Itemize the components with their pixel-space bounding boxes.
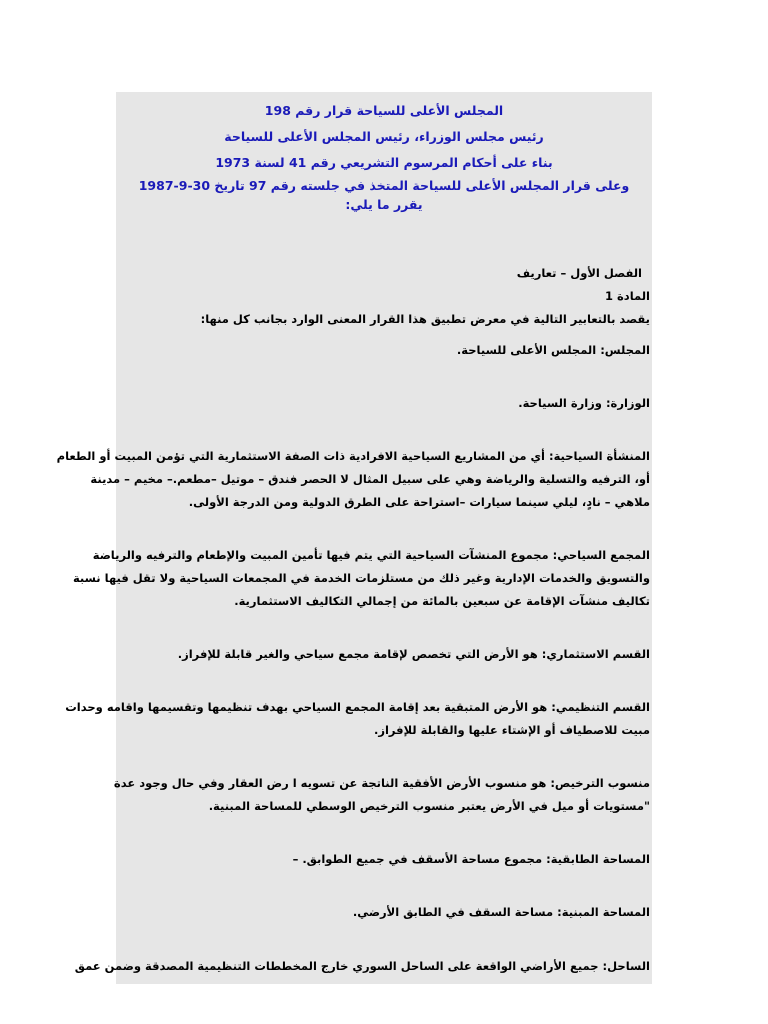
definition-complex-line: والتسويق والخدمات الإدارية وغير ذلك من مستلزمات الخدمة في المجمعات السياحية ولا تقل فيها نسبة <box>72 571 650 585</box>
document-page <box>56 92 652 984</box>
decree-header <box>116 98 652 212</box>
definition-regulatory-section-line: مبيت للاصطياف أو الإشتاء عليها والقابلة للإفراز. <box>373 723 650 737</box>
definition-establishment-line: المنشأة السياحية: أي من المشاريع السياحية الافرادية ذات الصفة الاستثمارية التي تؤمن المبيت أو الطعام <box>56 449 650 463</box>
definition-regulatory-section-line: القسم التنظيمي: هو الأرض المتبقية بعد إقامة المجمع السياحي بهدف تنظيمها وتقسيمها واقامه وحدات <box>65 700 650 714</box>
definition-establishment-line: أو، الترفيه والتسلية والرياضة وهي على سبيل المثال لا الحصر فندق – موتيل –مطعم.– مخيم – مدينة <box>90 472 650 486</box>
definition-ministry: الوزارة: وزارة السياحة. <box>518 396 650 410</box>
definition-coast: الساحل: جميع الأراضي الواقعة على الساحل السوري خارج المخططات التنظيمية المصدقة وضمن عمق <box>74 959 650 973</box>
header-line-decides: يقرر ما يلي: <box>345 197 423 212</box>
header-line-decree-basis: بناء على أحكام المرسوم التشريعي رقم 41 لسنة 1973 <box>215 155 553 170</box>
definition-license-level-line: "مستويات أو ميل في الأرض يعتبر منسوب الترخيص الوسطي للمساحة المبنية. <box>208 799 650 813</box>
header-line-council: المجلس الأعلى للسياحة قرار رقم 198 <box>264 103 504 118</box>
definition-license-level-line: منسوب الترخيص: هو منسوب الأرض الأفقية الناتجة عن تسويه ا رض العقار وفي حال وجود عدة <box>113 776 650 790</box>
document-body <box>56 262 650 978</box>
definition-built-area: المساحة المبنية: مساحة السقف في الطابق الأرضي. <box>352 905 650 919</box>
definition-floor-area: المساحة الطابقية: مجموع مساحة الأسقف في جميع الطوابق. – <box>292 852 650 866</box>
definition-complex-line: تكاليف منشآت الإقامة عن سبعين بالمائة من إجمالي التكاليف الاستثمارية. <box>234 594 650 608</box>
definition-complex-line: المجمع السياحي: مجموع المنشآت السياحية التي يتم فيها تأمين المبيت والإطعام والترفيه والرياضة <box>92 548 650 562</box>
header-line-council-session: وعلى قرار المجلس الأعلى للسياحة المتخذ في جلسته رقم 97 تاريخ 30-9-1987 <box>138 178 630 193</box>
definition-council: المجلس: المجلس الأعلى للسياحة. <box>456 343 650 357</box>
definition-establishment-line: ملاهي – نادٍ، ليلي سينما سيارات –استراحة على الطرق الدولية ومن الدرجة الأولى. <box>188 495 650 509</box>
article-number: المادة 1 <box>605 289 650 303</box>
definition-investment-section: القسم الاستثماري: هو الأرض التي تخصص لإقامة مجمع سياحي والغير قابلة للإفراز. <box>177 647 650 661</box>
article-intro: يقصد بالتعابير التالية في معرض تطبيق هذا القرار المعنى الوارد بجانب كل منها: <box>200 312 650 326</box>
header-line-president: رئيس مجلس الوزراء، رئيس المجلس الأعلى للسياحة <box>224 129 544 144</box>
chapter-title: الفصل الأول – تعاريف <box>516 266 642 280</box>
